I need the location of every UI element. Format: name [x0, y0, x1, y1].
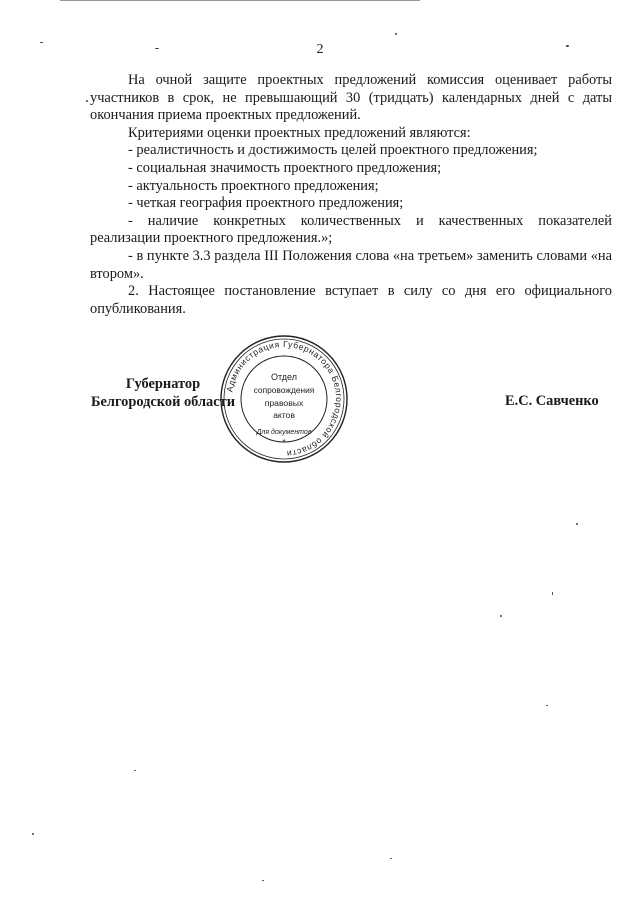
criterion-realism: - реалистичность и достижимость целей проектного предложения;	[128, 142, 538, 159]
document-body	[90, 72, 612, 318]
scan-speck	[134, 770, 136, 771]
stamp-line2: сопровождения	[253, 385, 315, 395]
page-number: 2	[316, 42, 324, 57]
scan-speck	[32, 833, 34, 835]
scan-speck	[546, 705, 548, 706]
criterion-geography: - четкая география проектного предложения;	[128, 195, 404, 212]
paragraph-defense: На очной защите проектных предложений комиссия оценивает работы участников в срок, не превышающий 30 (тридцать) календарных дней с даты окончания приема проектных предложений.	[90, 72, 612, 124]
stamp-line4: актов	[273, 410, 295, 420]
scan-speck	[155, 48, 159, 49]
scan-speck	[395, 33, 397, 35]
stamp-ring-text: Администрация Губернатора Белгородской области	[224, 338, 345, 459]
paragraph-criteria-intro: Критериями оценки проектных предложений являются:	[128, 124, 471, 141]
scan-speck	[262, 880, 264, 881]
criterion-relevance: - актуальность проектного предложения;	[128, 177, 379, 194]
scan-speck	[40, 42, 43, 43]
stamp-line3: правовых	[264, 398, 304, 408]
scan-speck	[390, 858, 392, 859]
top-edge-line	[60, 0, 420, 1]
criterion-social: - социальная значимость проектного предложения;	[128, 159, 442, 176]
paragraph-effective: 2. Настоящее постановление вступает в силу со дня его официального опубликования.	[90, 283, 612, 317]
scan-speck	[566, 45, 569, 47]
paragraph-clause-3-3: - в пункте 3.3 раздела III Положения слова «на третьем» заменить словами «на втором».	[90, 247, 612, 282]
signatory-title-line2: Белгородской области	[90, 394, 236, 410]
scan-speck	[86, 100, 88, 102]
stamp-bottom-text: Для документов	[256, 429, 312, 436]
stamp-star: *	[282, 438, 286, 447]
scan-speck	[576, 523, 578, 525]
scan-speck	[552, 592, 553, 595]
signatory-title-line1: Губернатор	[125, 376, 201, 392]
signatory-title	[88, 375, 238, 411]
official-stamp	[218, 333, 350, 465]
criterion-indicators: - наличие конкретных количественных и качественных показателей реализации проектного предложения.»;	[90, 212, 612, 247]
signatory-name: Е.С. Савченко	[505, 393, 599, 409]
stamp-line1: Отдел	[270, 372, 298, 382]
scan-speck	[500, 615, 502, 617]
